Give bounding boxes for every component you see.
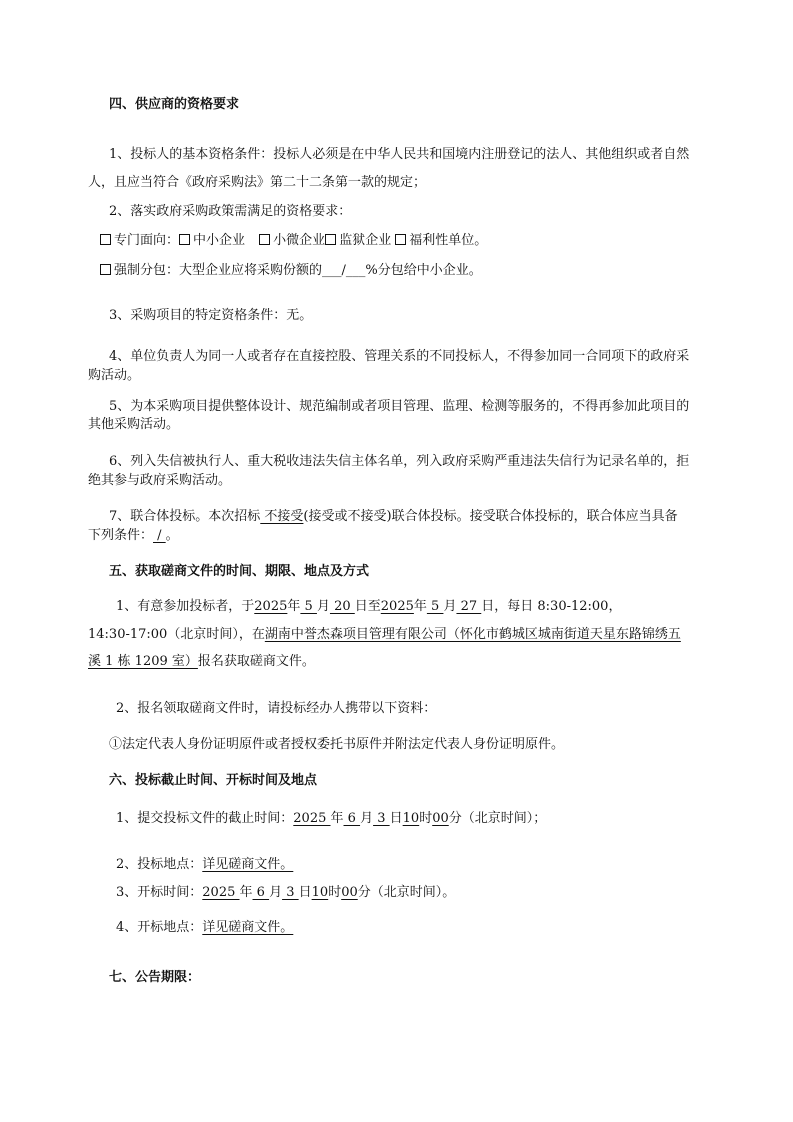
qualification-item-3: 3、采购项目的特定资格条件：无。 (109, 308, 313, 323)
consortium-text-a: 7、联合体投标。本次招标 (109, 509, 261, 524)
bid-location-value: 详见磋商文件。 (202, 857, 294, 872)
day-unit: 日 (298, 885, 312, 900)
qualification-item-1-line-1: 1、投标人的基本资格条件：投标人必须是在中华人民共和国境内注册登记的法人、其他组织或者自然 (109, 147, 690, 162)
year-unit: 年 (287, 599, 301, 614)
checkbox-icon (179, 234, 190, 245)
opening-time-label: 3、开标时间： (116, 885, 203, 900)
qualification-item-7-line-2 (88, 526, 179, 546)
consortium-accept-value: 不接受 (260, 509, 304, 524)
section-4-heading: 四、供应商的资格要求 (109, 97, 240, 112)
subcontract-tail: %分包给中小企业。 (365, 263, 482, 278)
section-6-heading: 六、投标截止时间、开标时间及地点 (109, 773, 318, 788)
targeted-label: 专门面向： (114, 233, 180, 248)
bid-location-label: 2、投标地点： (116, 857, 203, 872)
deadline-line (116, 809, 546, 829)
consortium-period: 。 (165, 528, 179, 543)
consortium-conditions-label: 下列条件： (88, 528, 154, 543)
year-unit: 年 (413, 599, 427, 614)
acquisition-item-3: ①法定代表人身份证明原件或者授权委托书原件并附法定代表人身份证明原件。 (109, 737, 565, 752)
checkbox-icon (259, 234, 270, 245)
option-sme: 中小企业 (193, 233, 246, 248)
qualification-item-5-line-1: 5、为本采购项目提供整体设计、规范编制或者项目管理、监理、检测等服务的，不得再参加此项目的 (109, 399, 690, 414)
acquisition-line-1 (116, 597, 621, 617)
checkbox-icon (325, 234, 336, 245)
start-year: 2025 (254, 599, 288, 614)
month-unit: 月 (443, 599, 457, 614)
daily-hours: 日，每日 8:30-12:00， (481, 599, 622, 614)
deadline-label: 1、提交投标文件的截止时间： (116, 811, 294, 826)
qualification-item-4-line-1: 4、单位负责人为同一人或者存在直接控股、管理关系的不同投标人，不得参加同一合同项下的政府采 (109, 349, 690, 364)
opening-minute: 00 (341, 885, 358, 900)
consortium-conditions-value: / (153, 528, 166, 543)
subcontract-label: 强制分包：大型企业应将采购份额的 (114, 263, 323, 278)
day-unit: 日 (389, 811, 403, 826)
section-7-heading: 七、公告期限： (109, 970, 201, 985)
deadline-tail: 分（北京时间）； (448, 811, 547, 826)
end-year: 2025 (380, 599, 414, 614)
checkbox-icon (395, 234, 406, 245)
month-unit: 月 (269, 885, 283, 900)
option-prison: 监狱企业 (339, 233, 392, 248)
deadline-hour: 10 (402, 811, 420, 826)
month-unit: 月 (360, 811, 374, 826)
acquisition-place-line-2: 溪 1 栋 1209 室） (88, 654, 198, 669)
opening-location-value: 详见磋商文件。 (202, 920, 294, 935)
hour-unit: 时 (419, 811, 433, 826)
hour-unit: 时 (328, 885, 342, 900)
consortium-text-b: (接受或不接受)联合体投标。接受联合体投标的，联合体应当具备 (303, 509, 678, 524)
subcontract-row (100, 261, 482, 281)
acquisition-method: 报名获取磋商文件。 (197, 654, 315, 669)
deadline-minute: 00 (432, 811, 449, 826)
start-month: 5 (300, 599, 317, 614)
deadline-day: 3 (373, 811, 390, 826)
bid-location-line (116, 855, 293, 875)
acquisition-place-line-1: 湖南中誉杰森项目管理有限公司（怀化市鹤城区城南街道天星东路锦绣五 (264, 627, 681, 642)
section-5-heading: 五、获取磋商文件的时间、期限、地点及方式 (109, 564, 370, 579)
qualification-item-6-line-1: 6、列入失信被执行人、重大税收违法失信主体名单，列入政府采购严重违法失信行为记录名单的，拒 (109, 454, 690, 469)
end-month: 5 (426, 599, 444, 614)
opening-location-label: 4、开标地点： (116, 920, 203, 935)
qualification-item-1-line-2: 人，且应当符合《政府采购法》第二十二条第一款的规定； (88, 175, 427, 190)
qualification-item-6-line-2: 绝其参与政府采购活动。 (88, 473, 232, 488)
start-day: 20 (329, 599, 355, 614)
qualification-item-5-line-2: 其他采购活动。 (88, 417, 180, 432)
qualification-item-7-line-1 (109, 507, 678, 527)
opening-tail: 分（北京时间）。 (357, 885, 456, 900)
subcontract-share: ___/___ (322, 263, 366, 278)
deadline-year: 2025 (293, 811, 331, 826)
afternoon-hours: 14:30-17:00（北京时间），在 (88, 627, 265, 642)
qualification-item-2: 2、落实政府采购政策需满足的资格要求： (109, 204, 352, 219)
opening-month: 6 (252, 885, 270, 900)
acquisition-line-2 (88, 625, 681, 645)
opening-hour: 10 (311, 885, 329, 900)
year-unit: 年 (239, 885, 253, 900)
option-micro: 小微企业 (273, 233, 326, 248)
qualification-item-4-line-2: 购活动。 (88, 368, 141, 383)
checkbox-icon (100, 234, 111, 245)
deadline-month: 6 (343, 811, 361, 826)
acquisition-line-3 (88, 652, 315, 672)
option-welfare: 福利性单位。 (409, 233, 488, 248)
opening-year: 2025 (202, 885, 240, 900)
opening-day: 3 (282, 885, 299, 900)
end-day: 27 (456, 599, 482, 614)
opening-time-line (116, 883, 455, 903)
targeted-options-row (100, 231, 487, 251)
year-unit: 年 (330, 811, 344, 826)
opening-location-line (116, 918, 293, 938)
checkbox-icon (100, 264, 111, 275)
month-unit: 月 (316, 599, 330, 614)
day-to-unit: 日至 (354, 599, 381, 614)
acquisition-item-2: 2、报名领取磋商文件时，请投标经办人携带以下资料： (116, 701, 437, 716)
acquisition-intro: 1、有意参加投标者，于 (116, 599, 255, 614)
